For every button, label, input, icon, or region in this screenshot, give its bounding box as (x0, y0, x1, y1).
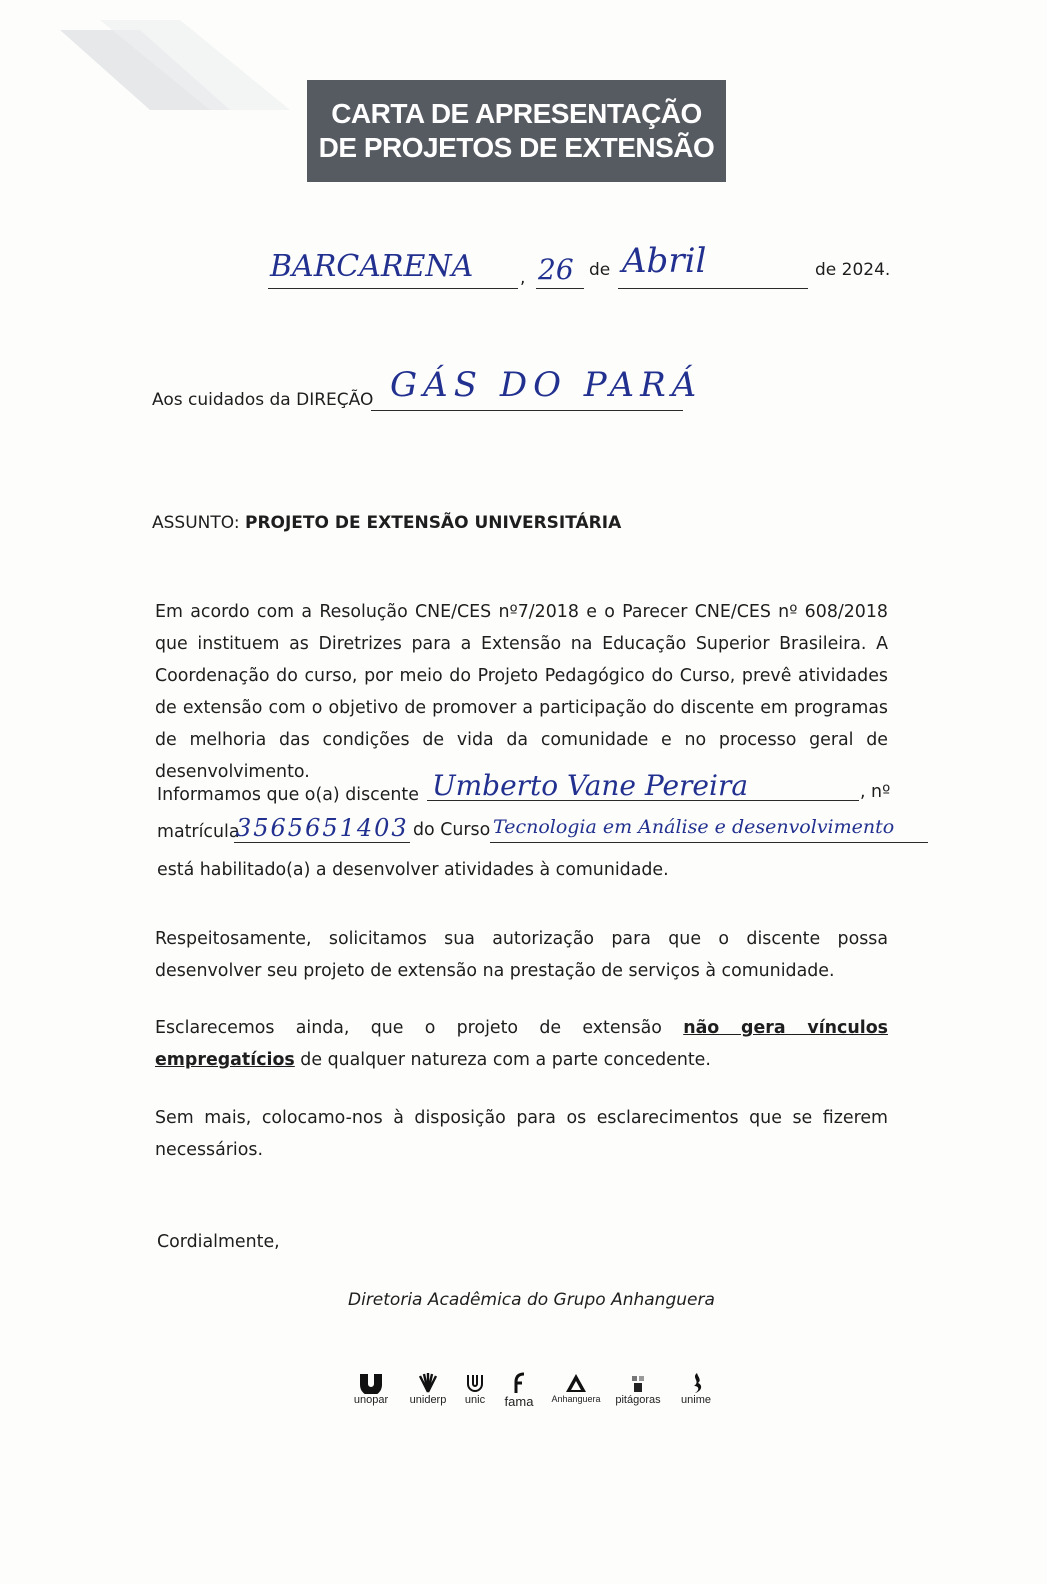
enrollment-label: matrícula (157, 822, 240, 842)
enrollment-handwritten: 3565651403 (236, 814, 409, 842)
logo-unopar (348, 1372, 394, 1406)
year-text: de 2024. (815, 260, 891, 280)
paragraph-no-employment (155, 1012, 888, 1076)
paragraph-closing-remark: Sem mais, colocamo-nos à disposição para os esclarecimentos que se fizerem necessários. (155, 1108, 888, 1160)
corner-stripe-decoration (60, 20, 290, 110)
logo-label-fama: fama (504, 1394, 534, 1409)
student-name-handwritten: Umberto Vane Pereira (432, 769, 749, 802)
unopar-icon (357, 1372, 385, 1394)
logo-label-unic: unic (464, 1394, 486, 1406)
city-underline (268, 288, 518, 289)
logo-unime (676, 1372, 716, 1406)
paragraph4-start: Esclarecemos ainda, que o projeto de extensão (155, 1018, 662, 1038)
logo-fama (500, 1372, 538, 1409)
student-name-underline (427, 800, 859, 801)
de-label: de (589, 260, 611, 280)
date-comma: , (520, 268, 526, 288)
company-handwritten: GÁS DO PARÁ (390, 365, 703, 405)
course-label: do Curso (413, 820, 491, 840)
logo-label-pitagoras: pitágoras (615, 1394, 661, 1406)
student-label: Informamos que o(a) discente (157, 785, 419, 805)
title-line-1: CARTA DE APRESENTAÇÃO (331, 98, 702, 129)
course-handwritten: Tecnologia em Análise e desenvolvimento (493, 816, 895, 838)
paragraph-request: Respeitosamente, solicitamos sua autorização para que o discente possa desenvolver seu projeto de extensão na prestação de serviços à comunidade. (155, 929, 888, 981)
paragraph4-emphasis: não gera vínculos empregatícios (155, 1018, 889, 1070)
addressee-underline (371, 410, 683, 411)
enabled-text: está habilitado(a) a desenvolver atividades à comunidade. (157, 860, 669, 880)
logo-label-uniderp: uniderp (409, 1394, 447, 1406)
month-underline (618, 288, 808, 289)
paragraph4-end: de qualquer natureza com a parte concedente. (300, 1050, 711, 1070)
course-underline (490, 842, 928, 843)
logo-uniderp (406, 1372, 450, 1406)
number-label: , nº (860, 782, 891, 802)
logo-pitagoras (612, 1372, 664, 1406)
pitagoras-icon (628, 1372, 648, 1394)
salutation: Cordialmente, (157, 1232, 280, 1252)
unime-icon (688, 1372, 704, 1394)
title-line-2: DE PROJETOS DE EXTENSÃO (318, 132, 715, 163)
city-handwritten: BARCARENA (270, 249, 474, 284)
signature-text: Diretoria Acadêmica do Grupo Anhanguera (348, 1290, 715, 1310)
logo-label-unime: unime (681, 1394, 711, 1406)
logo-label-anhanguera: Anhanguera (551, 1394, 601, 1404)
logo-unic (458, 1372, 492, 1406)
document-title-banner (307, 80, 726, 182)
logo-anhanguera (546, 1372, 606, 1404)
month-handwritten: Abril (622, 241, 707, 281)
brand-logos-row (348, 1372, 720, 1422)
uniderp-icon (416, 1372, 440, 1394)
subject-label: ASSUNTO: (152, 513, 240, 533)
fama-icon (510, 1372, 528, 1394)
day-handwritten: 26 (538, 253, 574, 286)
subject-value: PROJETO DE EXTENSÃO UNIVERSITÁRIA (244, 513, 622, 533)
enrollment-underline (234, 842, 410, 843)
day-underline (536, 288, 584, 289)
logo-label-unopar: unopar (353, 1394, 389, 1406)
subject-line (152, 513, 621, 533)
unic-icon (464, 1372, 486, 1394)
anhanguera-icon (565, 1372, 587, 1394)
paragraph-legal-basis: Em acordo com a Resolução CNE/CES nº7/2018 e o Parecer CNE/CES nº 608/2018 que instituem as Diretrizes para a Extensão na Educação Superior Brasileira. A Coordenação do curso, por meio do Projeto Pedagógico do Curso, prevê atividades de extensão com o objetivo de promover a participação do discente em programas de melhoria das condições de vida da comunidade e no processo geral de desenvolvimento. (155, 602, 888, 782)
addressee-label: Aos cuidados da DIREÇÃO (152, 390, 374, 410)
